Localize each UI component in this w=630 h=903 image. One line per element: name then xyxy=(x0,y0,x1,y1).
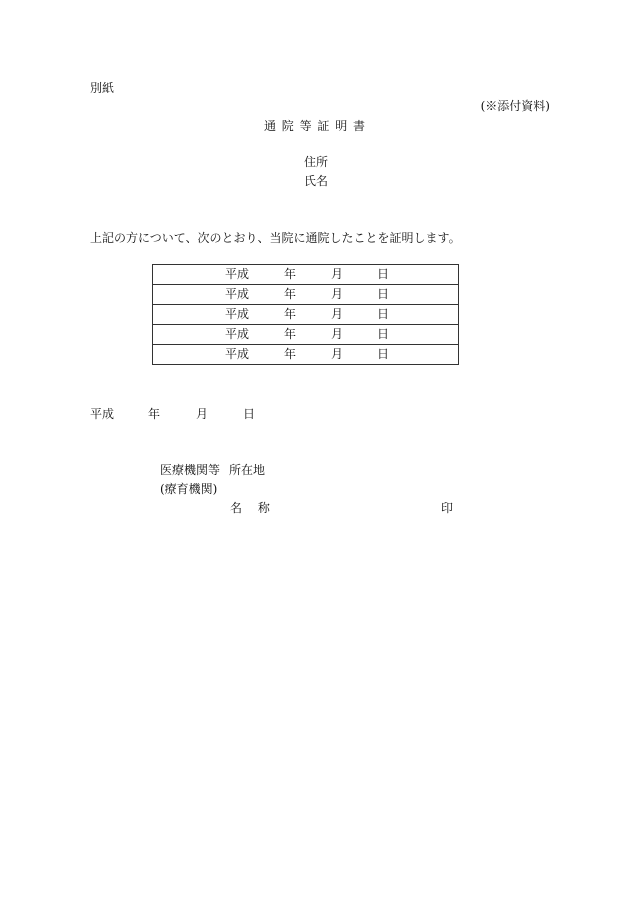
day-label: 日 xyxy=(377,347,390,361)
issue-year-label: 年 xyxy=(148,407,161,421)
therapy-institution-label: (療育機関) xyxy=(160,482,218,496)
day-label: 日 xyxy=(377,307,390,321)
visit-date-cell[interactable] xyxy=(153,325,459,345)
visit-date-row xyxy=(153,345,459,365)
visit-date-cell[interactable] xyxy=(153,345,459,365)
visit-dates-table xyxy=(152,264,459,365)
institution-type-label: 医療機関等 xyxy=(160,463,221,477)
document-title: 通 院 等 証 明 書 xyxy=(263,119,367,133)
era-label: 平成 xyxy=(225,307,250,321)
visit-date-cell[interactable] xyxy=(153,265,459,285)
year-label: 年 xyxy=(284,327,297,341)
visit-date-cell[interactable] xyxy=(153,285,459,305)
issue-era-label: 平成 xyxy=(90,407,115,421)
visit-date-row xyxy=(153,285,459,305)
issue-month-label: 月 xyxy=(196,407,209,421)
month-label: 月 xyxy=(331,267,344,281)
day-label: 日 xyxy=(377,287,390,301)
day-label: 日 xyxy=(377,327,390,341)
visit-date-row xyxy=(153,305,459,325)
issue-day-label: 日 xyxy=(243,407,256,421)
day-label: 日 xyxy=(377,267,390,281)
visit-date-row xyxy=(153,325,459,345)
institution-name-label: 名 称 xyxy=(230,501,276,515)
seal-mark: 印 xyxy=(441,501,454,515)
era-label: 平成 xyxy=(225,347,250,361)
visit-date-cell[interactable] xyxy=(153,305,459,325)
attached-material-note: (※添付資料) xyxy=(480,99,550,113)
visit-date-row xyxy=(153,265,459,285)
name-label: 氏名 xyxy=(304,174,329,188)
address-label: 住所 xyxy=(304,155,329,169)
year-label: 年 xyxy=(284,287,297,301)
era-label: 平成 xyxy=(225,287,250,301)
attachment-label: 別紙 xyxy=(90,81,115,95)
month-label: 月 xyxy=(331,307,344,321)
month-label: 月 xyxy=(331,327,344,341)
era-label: 平成 xyxy=(225,327,250,341)
month-label: 月 xyxy=(331,347,344,361)
year-label: 年 xyxy=(284,307,297,321)
institution-location-label: 所在地 xyxy=(229,463,266,477)
month-label: 月 xyxy=(331,287,344,301)
year-label: 年 xyxy=(284,267,297,281)
certification-statement: 上記の方について、次のとおり、当院に通院したことを証明します。 xyxy=(90,231,461,245)
year-label: 年 xyxy=(284,347,297,361)
era-label: 平成 xyxy=(225,267,250,281)
